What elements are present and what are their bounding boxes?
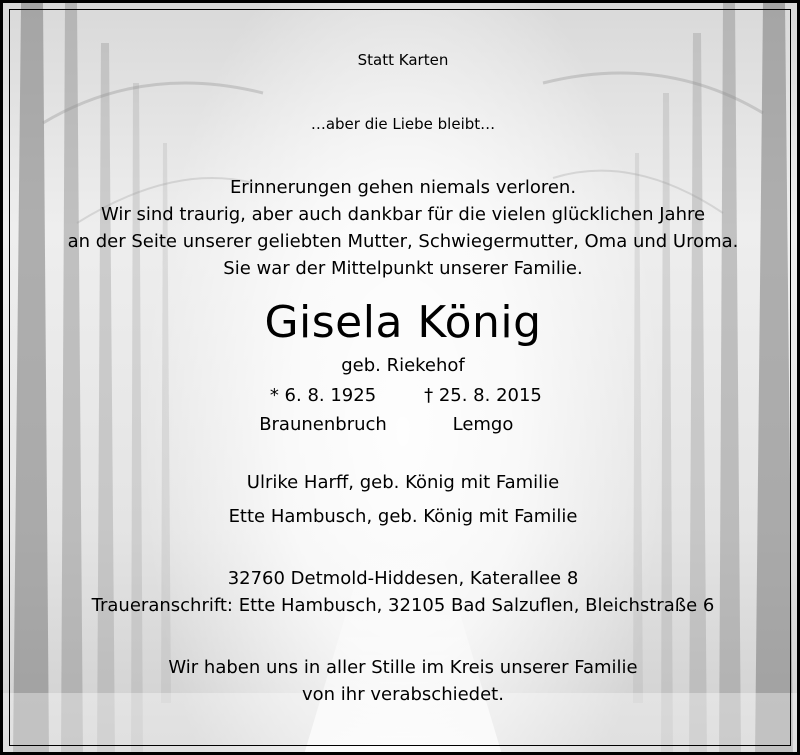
life-dates <box>3 381 800 437</box>
mourner-2: Ette Hambusch, geb. König mit Familie <box>228 506 578 527</box>
death-info <box>383 381 583 439</box>
closing-line-2: von ihr verabschiedet. <box>302 684 504 705</box>
maiden-name: geb. Riekehof <box>341 355 465 376</box>
address-line-2: Traueranschrift: Ette Hambusch, 32105 Bad Salzuflen, Bleichstraße 6 <box>91 595 715 616</box>
verse-line-2: Wir sind traurig, aber auch dankbar für die vielen glücklichen Jahre <box>100 204 706 225</box>
verse-line-4: Sie war der Mittelpunkt unserer Familie. <box>223 258 583 279</box>
verse-line-3: an der Seite unserer geliebten Mutter, Schwiegermutter, Oma und Uroma. <box>67 231 739 252</box>
birth-date: * 6. 8. 1925 <box>269 385 377 406</box>
obituary-text <box>3 3 800 755</box>
closing-line-1: Wir haben uns in aller Stille im Kreis unserer Familie <box>168 657 638 678</box>
verse-line-1: Erinnerungen gehen niemals verloren. <box>229 177 577 198</box>
birth-place: Braunenbruch <box>259 414 387 435</box>
death-place: Lemgo <box>452 414 514 435</box>
death-date: † 25. 8. 2015 <box>424 385 542 406</box>
deceased-name: Gisela König <box>264 297 542 348</box>
mourner-1: Ulrike Harff, geb. König mit Familie <box>246 472 560 493</box>
motto-text: …aber die Liebe bleibt… <box>310 115 496 133</box>
intro-text: Statt Karten <box>357 51 449 69</box>
address-line-1: 32760 Detmold-Hiddesen, Katerallee 8 <box>227 568 579 589</box>
